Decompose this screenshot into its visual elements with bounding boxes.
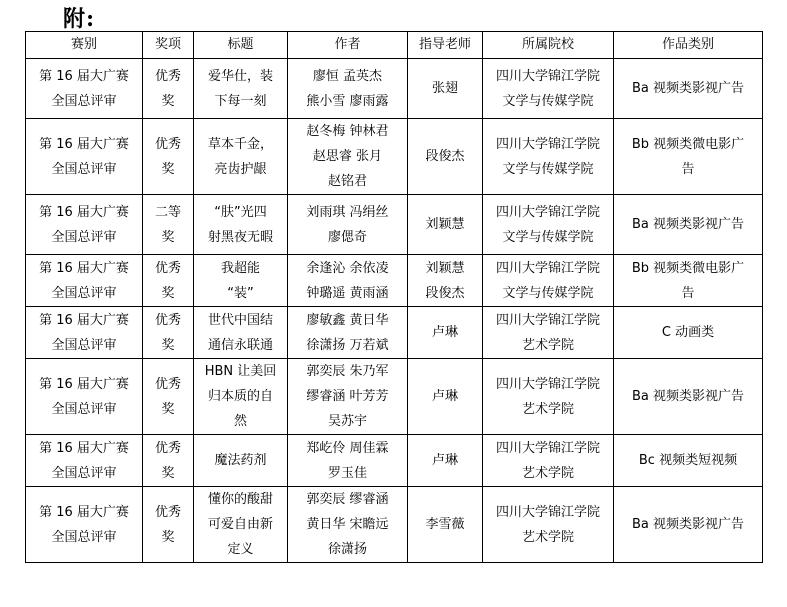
cell-line: 刘雨琪 冯绢丝: [306, 204, 389, 220]
cell-line: Ba 视频类影视广告: [631, 217, 745, 232]
table-row: [26, 435, 763, 487]
cell-line: 郭奕辰 朱乃军: [306, 364, 389, 379]
cell-category: [614, 195, 763, 255]
cell-line: 第 16 届大广赛: [39, 68, 129, 84]
cell-line: 全国总评审: [51, 337, 117, 353]
cell-title: [194, 255, 288, 307]
cell-category: [614, 307, 763, 359]
table-row: [26, 119, 763, 195]
cell-line: 赵铭君: [327, 174, 367, 189]
cell-line: 定义: [227, 542, 254, 557]
cell-authors: [288, 255, 408, 307]
cell-line: Ba 视频类影视广告: [631, 517, 745, 532]
cell-line: 徐潇扬: [327, 542, 367, 557]
cell-authors: [288, 435, 408, 487]
cell-school: [483, 307, 614, 359]
cell-line: 第 16 届大广赛: [39, 204, 129, 220]
cell-line: 优秀: [154, 136, 181, 152]
cell-line: 赵冬梅 钟林君: [306, 124, 389, 139]
cell-line: 优秀: [154, 440, 181, 456]
cell-contest: [26, 359, 143, 435]
cell-award: [143, 195, 194, 255]
cell-advisor: [408, 195, 483, 255]
cell-contest: [26, 255, 143, 307]
cell-line: 四川大学锦江学院: [495, 260, 600, 276]
page-heading: 附:: [63, 6, 96, 32]
cell-line: Bc 视频类短视频: [638, 453, 738, 468]
cell-line: 优秀: [154, 260, 181, 276]
cell-line: 熊小雪 廖雨露: [306, 93, 389, 109]
table-row: [26, 359, 763, 435]
cell-line: 优秀: [154, 68, 181, 84]
cell-line: Bb 视频类微电影广: [631, 136, 745, 152]
cell-advisor: [408, 307, 483, 359]
cell-line: 艺术学院: [521, 401, 574, 417]
cell-line: 郭奕辰 缪睿涵: [306, 492, 389, 507]
cell-line: 四川大学锦江学院: [495, 204, 600, 220]
cell-authors: [288, 487, 408, 563]
cell-advisor: [408, 435, 483, 487]
cell-line: 四川大学锦江学院: [495, 136, 600, 152]
cell-school: [483, 487, 614, 563]
cell-authors: [288, 119, 408, 195]
cell-award: [143, 119, 194, 195]
cell-line: 奖: [161, 93, 175, 109]
cell-advisor: [408, 59, 483, 119]
cell-line: 下每一刻: [214, 93, 267, 109]
cell-line: 四川大学锦江学院: [495, 440, 600, 456]
cell-line: 卢琳: [431, 453, 458, 468]
cell-line: 文学与传媒学院: [502, 93, 594, 109]
cell-line: Bb 视频类微电影广: [631, 260, 745, 276]
cell-authors: [288, 59, 408, 119]
cell-line: 段俊杰: [425, 285, 465, 301]
cell-line: 可爱自由新: [207, 517, 273, 532]
column-header-school: 所属院校: [483, 32, 614, 59]
cell-category: [614, 255, 763, 307]
cell-line: 全国总评审: [51, 229, 117, 245]
cell-category: [614, 435, 763, 487]
cell-line: 全国总评审: [51, 93, 117, 109]
table-header-row: [26, 32, 763, 59]
cell-advisor: [408, 487, 483, 563]
cell-line: 优秀: [154, 504, 181, 520]
cell-line: 爱华仕，装: [207, 68, 273, 84]
cell-line: 赵思睿 张月: [312, 149, 383, 164]
cell-line: 奖: [161, 229, 175, 245]
cell-line: 魔法药剂: [214, 453, 267, 468]
table-body: [26, 59, 763, 563]
cell-line: 廖恒 孟英杰: [312, 68, 383, 84]
cell-line: 第 16 届大广赛: [39, 504, 129, 520]
cell-line: 懂你的酸甜: [207, 492, 273, 507]
cell-line: 卢琳: [431, 325, 458, 340]
cell-line: 亮齿护龈: [214, 161, 267, 177]
cell-line: “装”: [227, 285, 254, 301]
cell-line: 告: [681, 285, 695, 301]
cell-line: 艺术学院: [521, 337, 574, 353]
cell-contest: [26, 195, 143, 255]
cell-contest: [26, 307, 143, 359]
cell-line: 第 16 届大广赛: [39, 440, 129, 456]
cell-line: 段俊杰: [425, 149, 465, 164]
cell-line: 艺术学院: [521, 529, 574, 545]
cell-line: 四川大学锦江学院: [495, 312, 600, 328]
cell-line: 黄日华 宋瞻远: [306, 517, 389, 532]
cell-authors: [288, 359, 408, 435]
cell-line: 徐潇扬 万若斌: [306, 337, 389, 353]
cell-line: 优秀: [154, 376, 181, 392]
cell-line: 吴苏宇: [327, 414, 367, 429]
cell-title: [194, 435, 288, 487]
cell-line: 钟璐遥 黄雨涵: [306, 285, 389, 301]
cell-line: 第 16 届大广赛: [39, 260, 129, 276]
cell-award: [143, 359, 194, 435]
cell-contest: [26, 487, 143, 563]
cell-line: HBN 让美回: [204, 364, 277, 379]
cell-line: 全国总评审: [51, 285, 117, 301]
cell-line: Ba 视频类影视广告: [631, 81, 745, 96]
awards-table: [25, 31, 763, 563]
cell-line: 张翅: [431, 81, 458, 96]
cell-line: 四川大学锦江学院: [495, 376, 600, 392]
cell-line: 四川大学锦江学院: [495, 68, 600, 84]
cell-category: [614, 119, 763, 195]
cell-line: 廖敏鑫 黄日华: [306, 312, 389, 328]
cell-line: 通信永联通: [207, 337, 273, 353]
cell-line: C 动画类: [661, 325, 715, 340]
cell-title: [194, 487, 288, 563]
cell-award: [143, 59, 194, 119]
cell-line: 优秀: [154, 312, 181, 328]
cell-line: 全国总评审: [51, 529, 117, 545]
cell-line: 余逢沁 余依凌: [306, 260, 389, 276]
table-row: [26, 307, 763, 359]
table-row: [26, 59, 763, 119]
column-header-award: 奖项: [143, 32, 194, 59]
cell-advisor: [408, 255, 483, 307]
cell-line: 文学与传媒学院: [502, 161, 594, 177]
cell-authors: [288, 307, 408, 359]
cell-title: [194, 307, 288, 359]
table-row: [26, 255, 763, 307]
cell-line: 四川大学锦江学院: [495, 504, 600, 520]
cell-line: 奖: [161, 401, 175, 417]
cell-school: [483, 59, 614, 119]
cell-title: [194, 59, 288, 119]
cell-award: [143, 487, 194, 563]
cell-line: 我超能: [220, 260, 260, 276]
cell-title: [194, 195, 288, 255]
cell-line: 李雪薇: [425, 517, 465, 532]
cell-school: [483, 359, 614, 435]
cell-award: [143, 307, 194, 359]
cell-line: 卢琳: [431, 389, 458, 404]
cell-advisor: [408, 119, 483, 195]
cell-advisor: [408, 359, 483, 435]
cell-line: 二等: [154, 204, 181, 220]
cell-title: [194, 119, 288, 195]
cell-school: [483, 255, 614, 307]
cell-category: [614, 59, 763, 119]
cell-line: 廖偲奇: [327, 229, 367, 245]
cell-line: 文学与传媒学院: [502, 285, 594, 301]
column-header-title: 标题: [194, 32, 288, 59]
cell-line: 奖: [161, 161, 175, 177]
cell-line: 刘颖慧: [425, 260, 465, 276]
cell-title: [194, 359, 288, 435]
cell-contest: [26, 435, 143, 487]
cell-line: 然: [233, 414, 247, 429]
cell-line: 第 16 届大广赛: [39, 376, 129, 392]
cell-line: 全国总评审: [51, 161, 117, 177]
column-header-contest: 赛别: [26, 32, 143, 59]
cell-line: 奖: [161, 337, 175, 353]
cell-line: 刘颖慧: [425, 217, 465, 232]
cell-line: 全国总评审: [51, 401, 117, 417]
cell-line: 世代中国结: [207, 312, 273, 328]
cell-line: 归本质的自: [207, 389, 273, 404]
cell-category: [614, 487, 763, 563]
cell-award: [143, 435, 194, 487]
column-header-authors: 作者: [288, 32, 408, 59]
cell-school: [483, 435, 614, 487]
cell-contest: [26, 119, 143, 195]
cell-contest: [26, 59, 143, 119]
cell-school: [483, 119, 614, 195]
cell-line: “肤”光四: [214, 204, 267, 220]
table-row: [26, 487, 763, 563]
cell-line: 郑屹伶 周佳霖: [306, 440, 389, 456]
cell-line: Ba 视频类影视广告: [631, 389, 745, 404]
column-header-category: 作品类别: [614, 32, 763, 59]
cell-line: 告: [681, 161, 695, 177]
cell-line: 艺术学院: [521, 465, 574, 481]
cell-line: 射黑夜无暇: [207, 229, 273, 245]
cell-line: 草本千金，: [207, 136, 273, 152]
table-row: [26, 195, 763, 255]
cell-line: 奖: [161, 529, 175, 545]
column-header-advisor: 指导老师: [408, 32, 483, 59]
cell-line: 缪睿涵 叶芳芳: [306, 389, 389, 404]
cell-line: 奖: [161, 285, 175, 301]
cell-category: [614, 359, 763, 435]
cell-line: 奖: [161, 465, 175, 481]
cell-line: 全国总评审: [51, 465, 117, 481]
cell-school: [483, 195, 614, 255]
cell-line: 第 16 届大广赛: [39, 136, 129, 152]
cell-line: 罗玉佳: [327, 465, 367, 481]
cell-line: 文学与传媒学院: [502, 229, 594, 245]
cell-award: [143, 255, 194, 307]
cell-line: 第 16 届大广赛: [39, 312, 129, 328]
cell-authors: [288, 195, 408, 255]
